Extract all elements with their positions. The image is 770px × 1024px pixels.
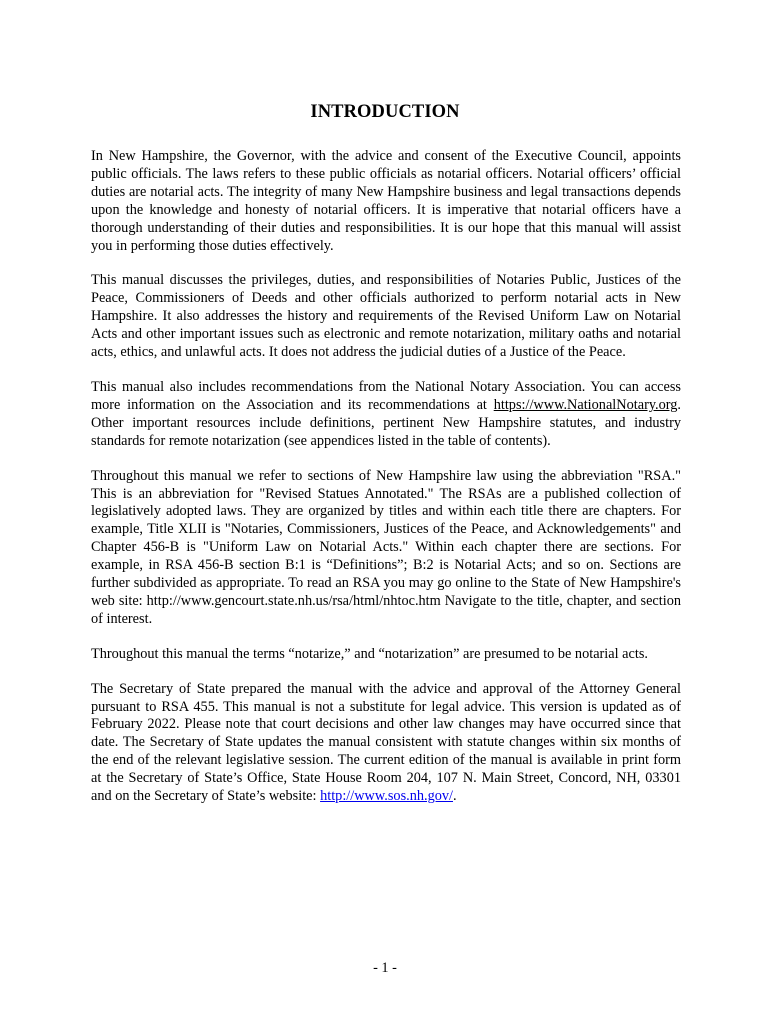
paragraph-terms: Throughout this manual the terms “notarize,” and “notarization” are presumed to be notarial acts. <box>91 645 648 662</box>
paragraph-introduction: In New Hampshire, the Governor, with the advice and consent of the Executive Council, appoints public officials. The laws refers to these public officials as notarial officers. Notarial officers’ official duties are notarial acts. The integrity of many New Hampshire business and legal transactions depends upon the knowledge and honesty of notarial officers. It is imperative that notarial officers have a thorough understanding of their duties and responsibilities. It is our hope that this manual will assist you in performing those duties effectively. <box>91 148 681 254</box>
paragraph-nna-text-after: . Other important resources include definitions, pertinent New Hampshire statutes, and industry standards for remote notarization (see appendices listed in the table of contents). <box>91 396 681 449</box>
paragraph-nna-recommendations <box>91 379 681 451</box>
paragraph-manual-scope: This manual discusses the privileges, duties, and responsibilities of Notaries Public, Justices of the Peace, Commissioners of Deeds and other officials authorized to perform notarial acts in New Hampshire. It also addresses the history and requirements of the Revised Uniform Law on Notarial Acts and other important issues such as electronic and remote notarization, military oaths and notarial acts, ethics, and unlawful acts. It does not address the judicial duties of a Justice of the Peace. <box>91 272 681 361</box>
national-notary-link[interactable]: https://www.NationalNotary.org <box>493 396 678 413</box>
document-body <box>91 148 681 823</box>
paragraph-sos-text-after: . <box>453 788 457 805</box>
paragraph-nna-text-before: This manual also includes recommendations from the National Notary Association. You can access more information on the Association and its recommendations at <box>91 378 681 413</box>
paragraph-rsa-explanation: Throughout this manual we refer to sections of New Hampshire law using the abbreviation "RSA." This is an abbreviation for "Revised Statues Annotated." The RSAs are a published collection of legislatively adopted laws. They are organized by titles and within each title there are chapters. For example, Title XLII is "Notaries, Commissioners, Justices of the Peace, and Acknowledgements" and Chapter 456-B is "Uniform Law on Notarial Acts." Within each chapter there are sections. For example, in RSA 456-B section B:1 is “Definitions”; B:2 is Notarial Acts; and so on. Sections are further subdivided as appropriate. To read an RSA you may go online to the State of New Hampshire's web site: http://www.gencourt.state.nh.us/rsa/html/nhtoc.htm Navigate to the title, chapter, and section of interest. <box>91 467 681 627</box>
sos-website-link[interactable]: http://www.sos.nh.gov/ <box>320 788 453 805</box>
page-title: INTRODUCTION <box>310 102 460 122</box>
paragraph-secretary-of-state <box>91 681 681 806</box>
page-number: - 1 - <box>373 960 397 976</box>
paragraph-sos-text-before: The Secretary of State prepared the manual with the advice and approval of the Attorney General pursuant to RSA 455. This manual is not a substitute for legal advice. This version is updated as of February 2022. Please note that court decisions and other law changes may have occurred since that date. The Secretary of State updates the manual consistent with statute changes within six months of the end of the relevant legislative session. The current edition of the manual is available in print form at the Secretary of State’s Office, State House Room 204, 107 N. Main Street, Concord, NH, 03301 and on the Secretary of State’s website: <box>91 680 681 805</box>
